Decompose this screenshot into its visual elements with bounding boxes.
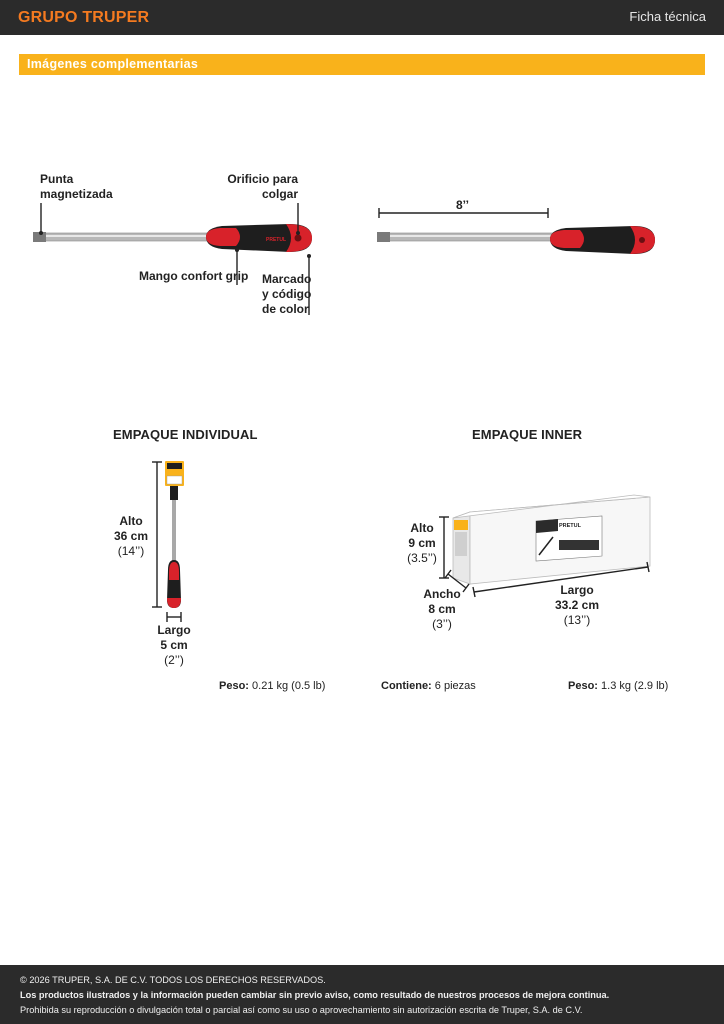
footer-notice: Los productos ilustrados y la información pueden cambiar sin previo aviso, como resultado de nuestros procesos de mejora continua. bbox=[20, 990, 610, 1000]
individual-length-label: Largo 5 cm (2’’) bbox=[157, 623, 191, 667]
inner-weight: Peso: 1.3 kg (2.9 lb) bbox=[568, 680, 669, 692]
document-type: Ficha técnica bbox=[629, 9, 706, 24]
section-title: Imágenes complementarias bbox=[27, 57, 199, 71]
inner-contents: Contiene: 6 piezas bbox=[381, 680, 476, 692]
box-brand-mark: PRETUL bbox=[559, 523, 581, 529]
footer-copyright: © 2026 TRUPER, S.A. DE C.V. TODOS LOS DERECHOS RESERVADOS. bbox=[20, 975, 326, 985]
dimension-length-label: 8’’ bbox=[456, 198, 469, 212]
individual-height-label: Alto 36 cm (14’’) bbox=[113, 514, 149, 558]
truper-logo: GRUPO TRUPER bbox=[18, 9, 150, 26]
inner-height-label: Alto 9 cm (3.5’’) bbox=[407, 521, 437, 565]
inner-width-label: Ancho 8 cm (3’’) bbox=[423, 587, 461, 631]
callout-comfort-grip: Mango confort grip bbox=[139, 269, 249, 283]
page-footer bbox=[0, 965, 724, 1024]
handle-brand-mark: PRETUL bbox=[266, 237, 286, 243]
individual-weight: Peso: 0.21 kg (0.5 lb) bbox=[219, 680, 326, 692]
callout-marking: Marcado y código de color bbox=[262, 272, 312, 316]
individual-package-heading: EMPAQUE INDIVIDUAL bbox=[113, 427, 258, 442]
inner-package-heading: EMPAQUE INNER bbox=[472, 427, 583, 442]
footer-prohibition: Prohibida su reproducción o divulgación total o parcial así como su uso o aprovechamiento sin autorización escrita de Truper, S.A. de C.V. bbox=[20, 1005, 583, 1015]
callout-magnetic-tip: Punta magnetizada bbox=[40, 172, 113, 201]
inner-length-label: Largo 33.2 cm (13’’) bbox=[554, 583, 600, 627]
callout-hang-hole: Orificio para colgar bbox=[227, 172, 298, 201]
